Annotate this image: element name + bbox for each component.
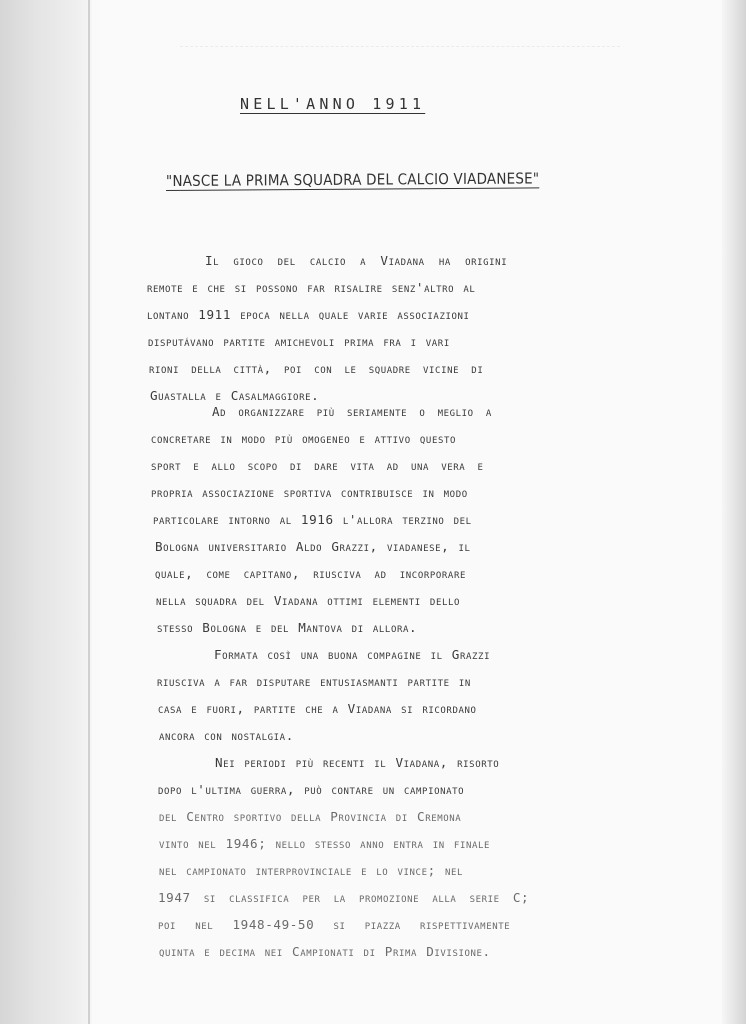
text-line: quale, come capitano, riusciva ad incorporare — [155, 566, 466, 581]
text-line: ancora con nostalgia. — [159, 728, 294, 743]
text-line: Formata così una buona compagine il Grazzi — [214, 647, 491, 662]
text-line: disputávano partite amichevoli prima fra i vari — [148, 334, 450, 349]
text-line: nella squadra del Viadana ottimi elementi dello — [156, 593, 461, 608]
text-line: stesso Bologna e del Mantova di allora. — [157, 620, 418, 635]
text-line: casa e fuori, partite che a Viadana si ricordano — [158, 701, 477, 716]
text-line: Guastalla e Casalmaggiore. — [150, 388, 320, 403]
text-line: Nei periodi più recenti il Viadana, risorto — [215, 755, 500, 770]
document-subtitle: "NASCE LA PRIMA SQUADRA DEL CALCIO VIADANESE" — [165, 169, 540, 190]
text-line: del Centro sportivo della Provincia di Cremona — [159, 809, 462, 824]
text-line: 1947 si classifica per la promozione alla serie C; — [158, 890, 530, 905]
page-right-edge-shadow — [722, 0, 746, 1024]
page-binding-shadow — [0, 0, 92, 1024]
text-line: propria associazione sportiva contribuisce in modo — [151, 485, 468, 500]
text-line: vinto nel 1946; nello stesso anno entra in finale — [159, 836, 491, 851]
text-line: particolare intorno al 1916 l'allora terzino del — [153, 512, 472, 527]
text-line: rioni della città, poi con le squadre vicine di — [149, 361, 484, 376]
text-line: Il gioco del calcio a Viadana ha origini — [205, 253, 508, 268]
text-line: poi nel 1948-49-50 si piazza rispettivamente — [158, 917, 511, 932]
text-line: Ad organizzare più seriamente o meglio a — [212, 404, 492, 419]
page-fold-line — [88, 0, 90, 1024]
text-line: lontano 1911 epoca nella quale varie associazioni — [147, 307, 470, 322]
text-line: riusciva a far disputare entusiasmanti partite in — [157, 674, 471, 689]
document-title: NELL'ANNO 1911 — [240, 95, 426, 113]
text-line: remote e che si possono far risalire senz'altro al — [147, 280, 476, 295]
text-line: sport e allo scopo di dare vita ad una vera e — [151, 458, 484, 473]
bleed-through-text — [180, 46, 620, 53]
text-line: concretare in modo più omogeneo e attivo questo — [151, 431, 457, 446]
text-line: nel campionato interprovinciale e lo vince; nel — [159, 863, 464, 878]
text-line: dopo l'ultima guerra, può contare un campionato — [158, 782, 465, 797]
text-line: quinta e decima nei Campionati di Prima Divisione. — [159, 944, 491, 959]
text-line: Bologna universitario Aldo Grazzi, viadanese, il — [155, 539, 471, 554]
